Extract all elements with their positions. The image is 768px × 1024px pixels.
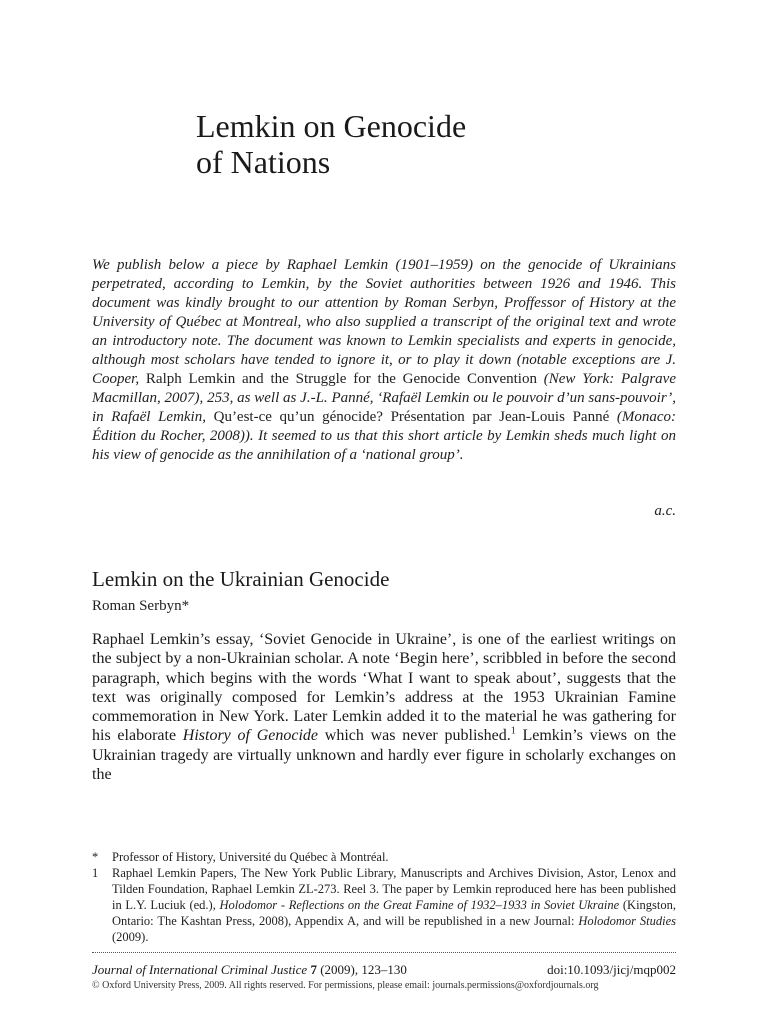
dotted-divider	[92, 952, 676, 953]
journal-name: Journal of International Criminal Justice	[92, 962, 308, 977]
footnote-1-text-e: (2009).	[112, 930, 149, 944]
section-title: Lemkin on the Ukrainian Genocide	[92, 567, 390, 591]
abstract-book-title-2: Qu’est-ce qu’un génocide? Présentation par Jean-Louis Panné	[213, 409, 610, 425]
footnote-star-text: Professor of History, Université du Québec à Montréal.	[112, 850, 389, 864]
body-italic-title: History of Genocide	[182, 727, 319, 745]
abstract-text-2: (New York: Palgrave Macmillan, 2007), 253, as well as J.-L. Panné, ‘Rafaël Lemkin ou le pouvoir d’un sans-pouvoir’, in Rafaël Lemkin,	[92, 371, 676, 425]
footnote-star-mark: *	[92, 850, 99, 864]
footnote-1-italic-title: Holodomor - Reflections on the Great Famine of 1932–1933 in Soviet Ukraine	[219, 898, 620, 912]
body-text-1: Raphael Lemkin’s essay, ‘Soviet Genocide in Ukraine’, is one of the earliest writings on the subject by a non-Ukrainian scholar. A note ‘Begin here’, scribbled in before the second paragraph, which begins with the words ‘What I want to speak about’, suggests that the text was originally composed for Lemkin’s address at the 1953 Ukrainian Famine commemoration in New York. Later Lemkin added it to the material he was gathering for his elaborate	[92, 631, 676, 745]
footnote-1-text-c: (Kingston, Ontario: The Kashtan Press, 2008), Appendix A, and will be republished in a new Journal:	[112, 898, 677, 928]
copyright-notice: © Oxford University Press, 2009. All rights reserved. For permissions, please email: journals.permissions@oxfordjournals.org	[92, 980, 599, 991]
section-author: Roman Serbyn*	[92, 598, 190, 614]
article-title-line-1: Lemkin on Genocide	[196, 108, 467, 144]
abstract-text-3: (Monaco: Édition du Rocher, 2008)). It seemed to us that this short article by Lemkin sheds much light on his view of genocide as the annihilation of a ‘national group’.	[92, 409, 677, 463]
editorial-abstract	[92, 256, 676, 465]
abstract-text-1: We publish below a piece by Raphael Lemkin (1901–1959) on the genocide of Ukrainians perpetrated, according to Lemkin, by the Soviet authorities between 1926 and 1946. This document was kindly brought to our attention by Roman Serbyn, Proffessor of History at the University of Québec at Montreal, who also supplied a transcript of the original text and wrote an introductory note. The document was known to Lemkin specialists and experts in genocide, although most scholars have tended to ignore it, or to play it down (notable exceptions are J. Cooper,	[92, 257, 676, 387]
body-text-2: which was never published.	[318, 727, 511, 745]
footnote-1-journal-title: Holodomor Studies	[578, 914, 677, 928]
footnote-1	[92, 865, 676, 945]
journal-citation	[92, 962, 676, 978]
footnote-1-text-a: Raphael Lemkin Papers, The New York Public Library, Manuscripts and Archives Division, Astor, Lenox and Tilden Foundation, Raphael Lemkin ZL-273. Reel 3. The paper by Lemkin reproduced here has been published in L.Y. Luciuk (ed.),	[112, 866, 676, 912]
footnote-1-mark: 1	[92, 866, 99, 880]
journal-volume: 7	[310, 962, 317, 977]
journal-citation-left	[92, 962, 407, 978]
abstract-book-title-1: Ralph Lemkin and the Struggle for the Genocide Convention	[145, 371, 537, 387]
footnotes	[92, 849, 676, 945]
article-title-line-2: of Nations	[196, 144, 331, 180]
doi[interactable]: doi:10.1093/jicj/mqp002	[547, 962, 676, 977]
body-paragraph	[92, 630, 676, 784]
footnote-reference-1[interactable]: 1	[510, 726, 516, 738]
article-title	[196, 108, 466, 180]
footnote-star	[92, 849, 676, 865]
journal-year-pages: (2009), 123–130	[316, 962, 407, 977]
body-text-3: Lemkin’s views on the Ukrainian tragedy are virtually unknown and hardly ever figure in scholarly exchanges on the	[92, 727, 676, 784]
editor-signature: a.c.	[654, 503, 676, 519]
